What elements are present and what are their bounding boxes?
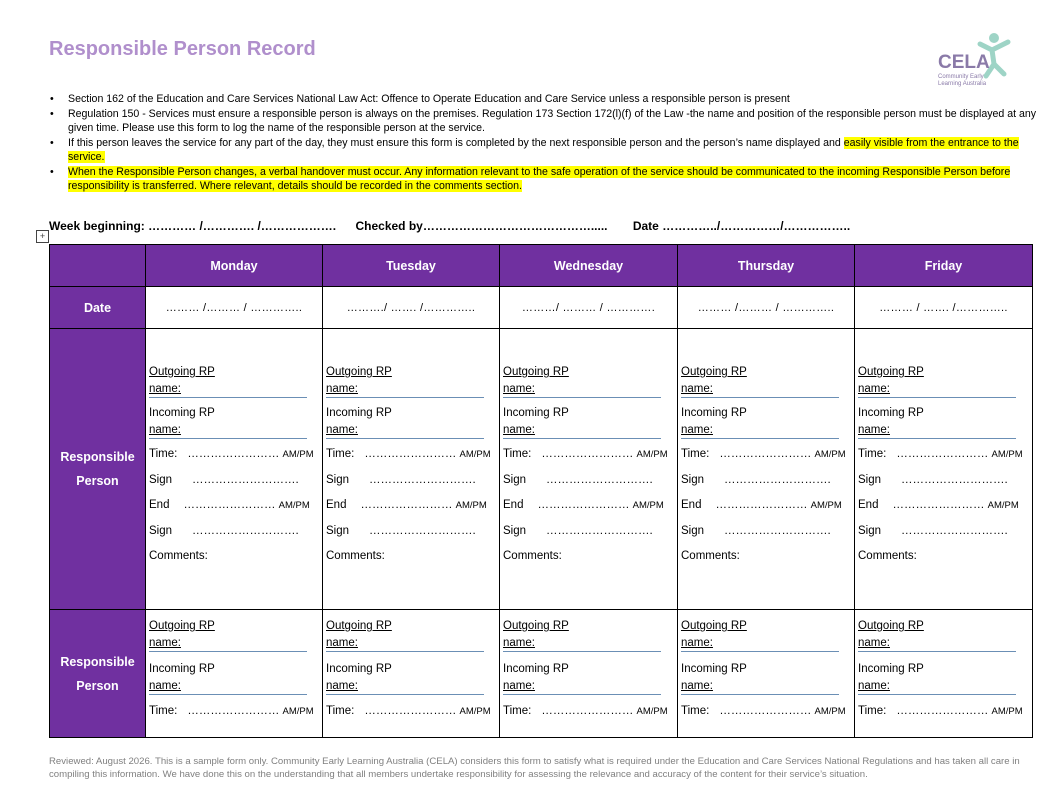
incoming-rp-label: Incoming RP [503,407,569,419]
sign-field[interactable]: Sign ………………………. [858,474,1008,486]
incoming-name-field[interactable]: name: [326,422,484,439]
incoming-rp-label: Incoming RP [681,407,747,419]
outgoing-name-field[interactable]: name: [326,635,484,652]
page-title: Responsible Person Record [49,38,316,60]
incoming-rp-label: Incoming RP [326,407,392,419]
rp-entry-cell[interactable] [500,329,678,610]
rp-entry-cell[interactable] [855,329,1033,610]
date-cell[interactable]: ……… /……… / ………….. [678,287,855,329]
rp-entry-cell[interactable] [323,329,500,610]
incoming-rp-label: Incoming RP [326,663,392,675]
day-header-monday: Monday [146,245,323,287]
outgoing-name-field[interactable]: name: [503,635,661,652]
sign-field[interactable]: Sign ………………………. [503,525,653,537]
regulation-notes [50,92,1040,194]
end-field[interactable]: End …………………… AM/PM [326,499,487,511]
time-field[interactable]: Time: …………………… AM/PM [149,448,314,460]
day-header-friday: Friday [855,245,1033,287]
week-beginning-field[interactable]: Week beginning: ………… /…………. /………………. [49,219,337,233]
date-cell[interactable]: ………./ ……. /………….. [323,287,500,329]
incoming-name-field[interactable]: name: [858,678,1016,695]
sign-field[interactable]: Sign ………………………. [326,525,476,537]
rp-entry-cell[interactable] [855,610,1033,738]
time-field[interactable]: Time: …………………… AM/PM [681,448,846,460]
responsible-person-label: Responsible Person [50,329,146,610]
rp-entry-cell[interactable] [323,610,500,738]
incoming-name-field[interactable]: name: [503,422,661,439]
incoming-name-field[interactable]: name: [503,678,661,695]
time-field[interactable]: Time: …………………… AM/PM [858,448,1023,460]
end-field[interactable]: End …………………… AM/PM [149,499,310,511]
outgoing-name-field[interactable]: name: [858,381,1016,398]
sign-field[interactable]: Sign ………………………. [326,474,476,486]
day-header-thursday: Thursday [678,245,855,287]
incoming-rp-label: Incoming RP [858,663,924,675]
incoming-name-field[interactable]: name: [681,422,839,439]
bullet-item: • When the Responsible Person changes, a verbal handover must occur. Any information relevant to the safe operation of the service should be communicated to the incoming Responsible Person before responsibility is transferred. Where relevant, details should be recorded in the comments section. [50,165,1040,194]
rp-entry-cell[interactable] [678,610,855,738]
corner-header [50,245,146,287]
rp-entry-cell[interactable] [146,329,323,610]
date-row-label: Date [50,287,146,329]
incoming-rp-label: Incoming RP [503,663,569,675]
sign-field[interactable]: Sign ………………………. [503,474,653,486]
outgoing-rp-label: Outgoing RP [326,366,392,378]
form-header-fields [49,219,1039,233]
svg-text:Community Early: Community Early [938,74,984,80]
rp-entry-cell[interactable] [146,610,323,738]
outgoing-rp-label: Outgoing RP [503,620,569,632]
sign-field[interactable]: Sign ………………………. [149,474,299,486]
date-cell[interactable]: ……… /……… / ………….. [146,287,323,329]
outgoing-rp-label: Outgoing RP [681,620,747,632]
comments-field[interactable]: Comments: [503,550,562,562]
date-field[interactable]: Date …………../……………/…………….. [632,219,851,233]
outgoing-rp-label: Outgoing RP [858,366,924,378]
incoming-name-field[interactable]: name: [681,678,839,695]
day-header-tuesday: Tuesday [323,245,500,287]
outgoing-rp-label: Outgoing RP [149,620,215,632]
end-field[interactable]: End …………………… AM/PM [503,499,664,511]
incoming-name-field[interactable]: name: [326,678,484,695]
responsible-person-label: Responsible Person [50,610,146,738]
bullet-item: • If this person leaves the service for any part of the day, they must ensure this form is completed by the next responsible person and the person’s name displayed and easily visible from the entrance to the service. [50,136,1040,165]
bullet-item: • Regulation 150 - Services must ensure a responsible person is always on the premises. Regulation 173 Section 172(l)(f) of the Law -the name and position of the responsible person must be displayed at any given time. Please use this form to log the name of the responsible person at the service. [50,107,1040,136]
time-field[interactable]: Time: …………………… AM/PM [503,448,668,460]
sign-field[interactable]: Sign ………………………. [681,474,831,486]
outgoing-rp-label: Outgoing RP [681,366,747,378]
comments-field[interactable]: Comments: [149,550,208,562]
time-field[interactable]: Time: …………………… AM/PM [503,705,668,717]
footer-disclaimer: Reviewed: August 2026. This is a sample form only. Community Early Learning Australia (CELA) considers this form to satisfy what is required under the Education and Care Services National Regulations and has taken all care in compiling this information. We have done this on the understanding that all members undertake responsibility for assessing the relevance and accuracy of the content for their service’s situation. [49,756,1020,780]
incoming-rp-label: Incoming RP [149,663,215,675]
sign-field[interactable]: Sign ………………………. [681,525,831,537]
rp-entry-cell[interactable] [678,329,855,610]
outgoing-name-field[interactable]: name: [503,381,661,398]
comments-field[interactable]: Comments: [326,550,385,562]
incoming-name-field[interactable]: name: [149,422,307,439]
sign-field[interactable]: Sign ………………………. [858,525,1008,537]
time-field[interactable]: Time: …………………… AM/PM [858,705,1023,717]
outgoing-rp-label: Outgoing RP [326,620,392,632]
end-field[interactable]: End …………………… AM/PM [681,499,842,511]
time-field[interactable]: Time: …………………… AM/PM [326,448,491,460]
incoming-rp-label: Incoming RP [681,663,747,675]
responsible-person-table [49,244,1033,738]
incoming-name-field[interactable]: name: [858,422,1016,439]
date-cell[interactable]: ………/ ……… / …………. [500,287,678,329]
day-header-wednesday: Wednesday [500,245,678,287]
outgoing-rp-label: Outgoing RP [858,620,924,632]
bullet-item: • Section 162 of the Education and Care Services National Law Act: Offence to Operate Education and Care Service unless a responsible person is present [50,92,1040,107]
table-move-handle-icon[interactable]: + [36,230,49,243]
time-field[interactable]: Time: …………………… AM/PM [681,705,846,717]
outgoing-name-field[interactable]: name: [681,635,839,652]
end-field[interactable]: End …………………… AM/PM [858,499,1019,511]
outgoing-name-field[interactable]: name: [681,381,839,398]
checked-by-field[interactable]: Checked by……………………………………..... [355,219,608,233]
outgoing-rp-label: Outgoing RP [503,366,569,378]
svg-text:CELA: CELA [938,52,990,73]
comments-field[interactable]: Comments: [681,550,740,562]
cela-logo [936,30,1018,90]
outgoing-name-field[interactable]: name: [149,635,307,652]
outgoing-name-field[interactable]: name: [149,381,307,398]
sign-field[interactable]: Sign ………………………. [149,525,299,537]
incoming-rp-label: Incoming RP [149,407,215,419]
outgoing-rp-label: Outgoing RP [149,366,215,378]
outgoing-name-field[interactable]: name: [858,635,1016,652]
comments-field[interactable]: Comments: [858,550,917,562]
outgoing-name-field[interactable]: name: [326,381,484,398]
svg-text:Learning Australia: Learning Australia [938,81,987,87]
date-cell[interactable]: ……… / ……. /………….. [855,287,1033,329]
incoming-rp-label: Incoming RP [858,407,924,419]
incoming-name-field[interactable]: name: [149,678,307,695]
time-field[interactable]: Time: …………………… AM/PM [326,705,491,717]
rp-entry-cell[interactable] [500,610,678,738]
time-field[interactable]: Time: …………………… AM/PM [149,705,314,717]
